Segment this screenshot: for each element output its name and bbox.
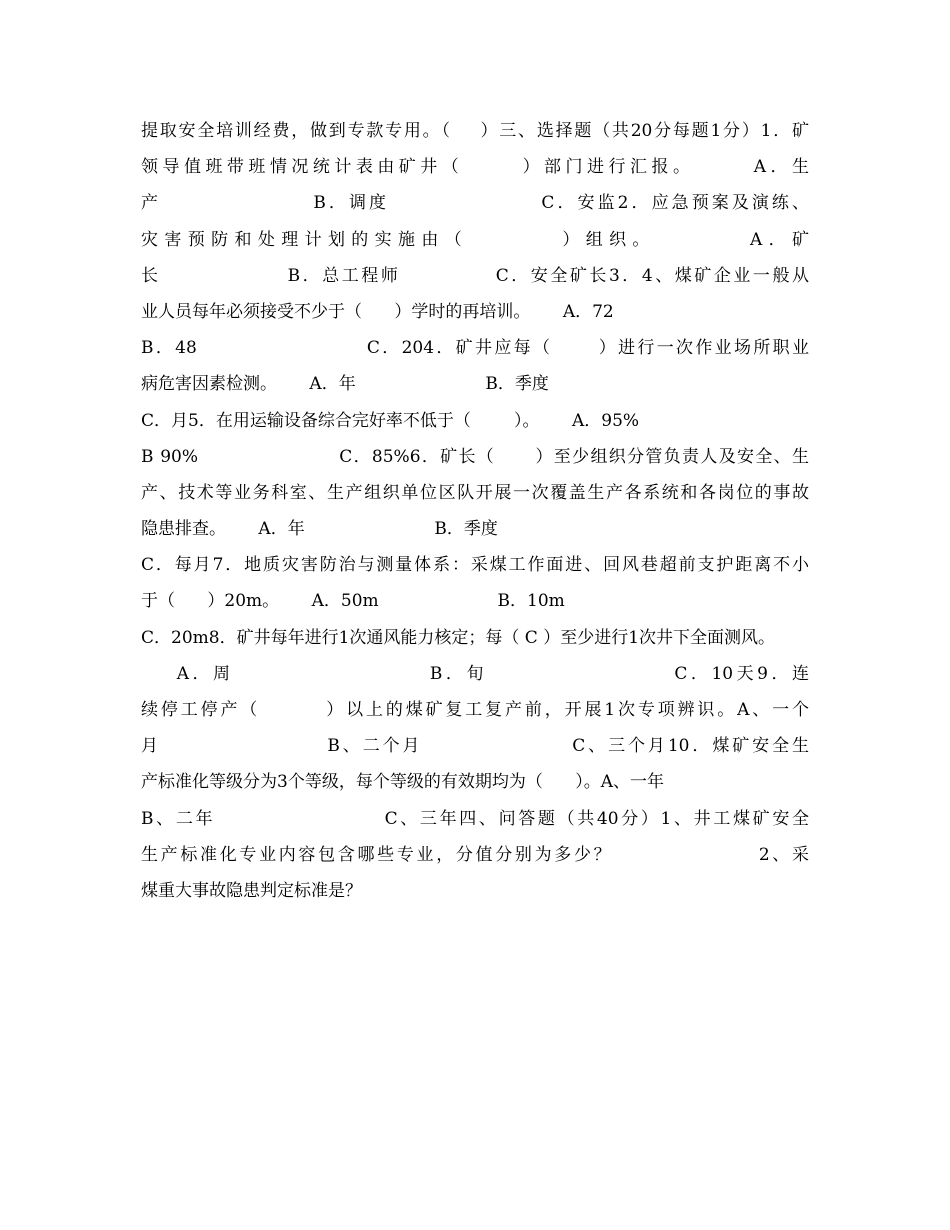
text-line: 病危害因素检测。 A．年 B．季度 xyxy=(141,374,549,395)
text-line: 煤重大事故隐患判定标准是？ xyxy=(141,880,362,901)
text-line: 产、技术等业务科室、生产组织单位区队开展一次覆盖生产各系统和各岗位的事故 xyxy=(141,482,809,503)
text-line: 生产标准化专业内容包含哪些专业，分值分别为多少？ 2、采 xyxy=(141,844,809,865)
text-line: C．每月7．地质灾害防治与测量体系：采煤工作面进、回风巷超前支护距离不小 xyxy=(141,555,809,576)
text-line: 续停工停产（ ）以上的煤矿复工复产前，开展1次专项辨识。A、一个 xyxy=(141,700,809,720)
body-text xyxy=(141,118,809,914)
text-line: A．周 B．旬 C．10天9．连 xyxy=(141,663,809,684)
text-line: C．20m8．矿井每年进行1次通风能力核定；每（ C ）至少进行1次井下全面测风。 xyxy=(141,627,776,648)
text-line: 产标准化等级分为3个等级，每个等级的有效期均为（ ）。A、一年 xyxy=(141,772,665,793)
text-line: 于（ ）20m。 A．50m B．10m xyxy=(141,591,565,612)
text-line: 灾害预防和处理计划的实施由（ ）组织。 A．矿 xyxy=(141,229,809,250)
text-line: 隐患排查。 A．年 B．季度 xyxy=(141,519,498,540)
text-line: 产 B．调度 C．安监2．应急预案及演练、 xyxy=(141,193,809,214)
text-line: 提取安全培训经费，做到专款专用。（ ）三、选择题（共20分每题1分）1．矿 xyxy=(141,121,809,141)
text-line: 月 B、二个月 C、三个月10．煤矿安全生 xyxy=(141,736,809,757)
text-line: B．48 C．204．矿井应每（ ）进行一次作业场所职业 xyxy=(141,338,809,359)
text-line: C．月5．在用运输设备综合完好率不低于（ ）。 A．95% xyxy=(141,410,640,431)
text-line: B 90% C．85%6．矿长（ ）至少组织分管负责人及安全、生 xyxy=(141,446,809,467)
text-line: 业人员每年必须接受不少于（ ）学时的再培训。 A．72 xyxy=(141,301,614,322)
text-line: B、二年 C、三年四、问答题（共40分）1、井工煤矿安全 xyxy=(141,808,809,829)
text-line: 长 B．总工程师 C．安全矿长3．4、煤矿企业一般从 xyxy=(141,265,809,286)
text-line: 领导值班带班情况统计表由矿井（ ）部门进行汇报。 A．生 xyxy=(141,157,809,178)
